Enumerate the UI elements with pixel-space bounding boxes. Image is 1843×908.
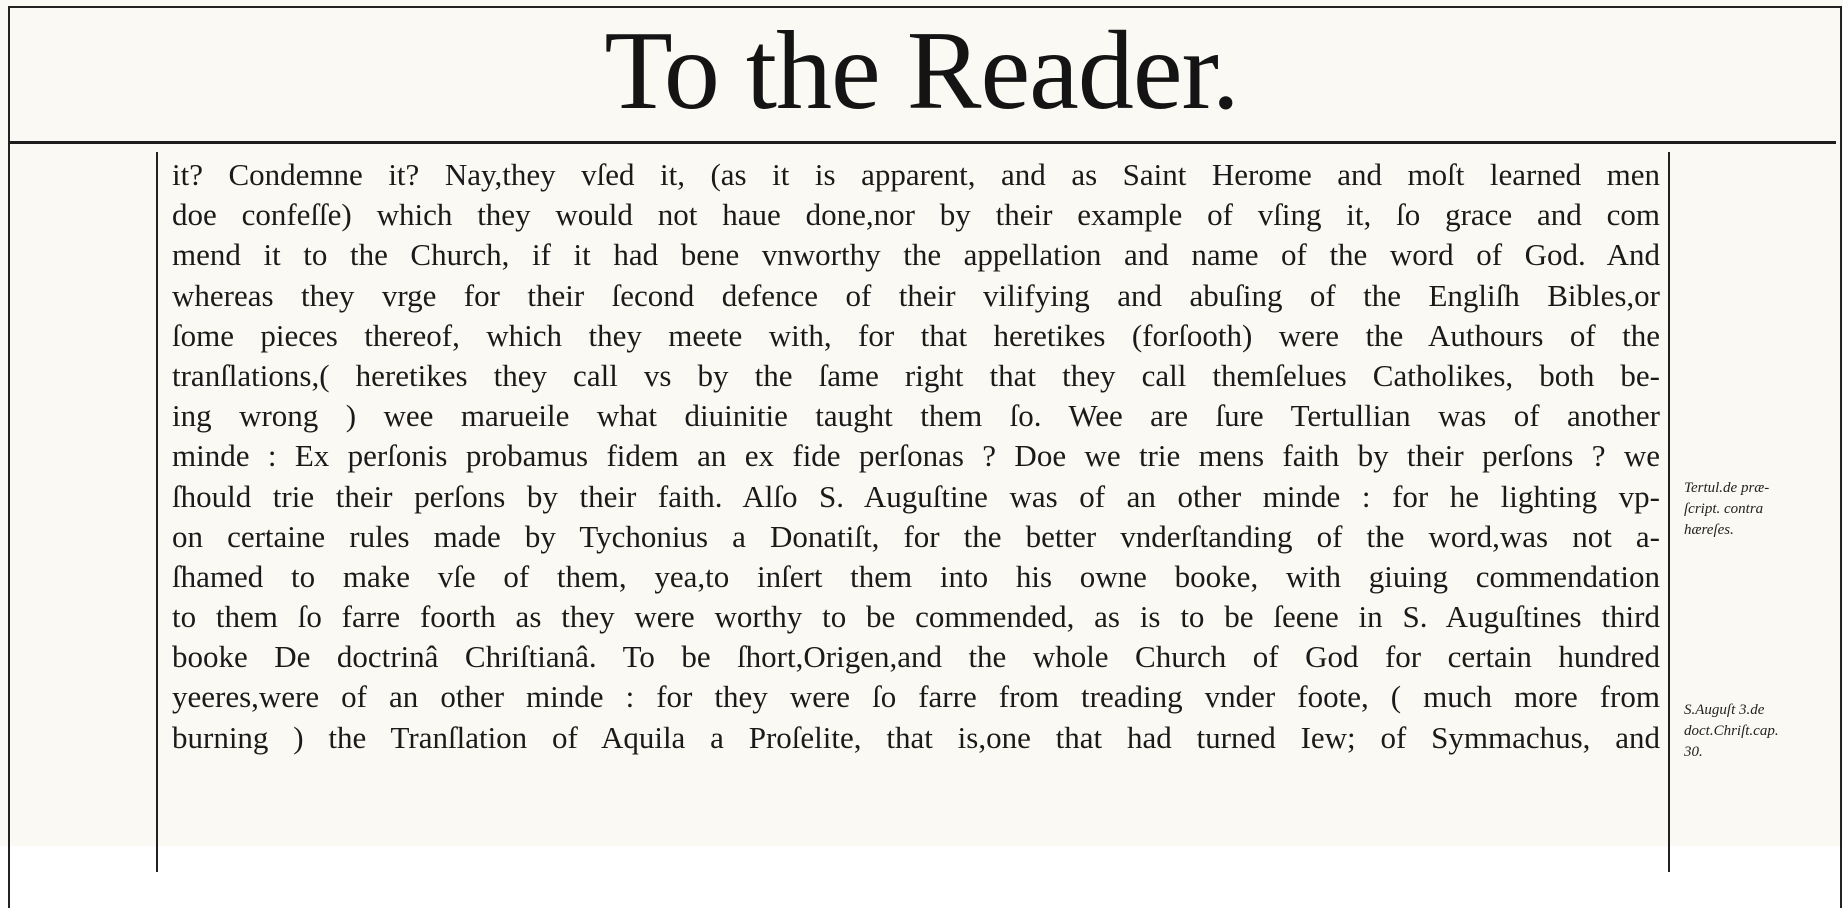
page-title: To the Reader. [604, 9, 1239, 133]
text-line: tranſlations,( heretikes they call vs by the ſame right that they call themſelues Catholikes, both be- [172, 357, 1660, 393]
margin-note-tertullian: Tertul.de præ- ſcript. contra hæreſes. [1684, 480, 1770, 538]
text-line: burning ) the Tranſlation of Aquila a Proſelite, that is,one that had turned Iew; of Symmachus, and [172, 719, 1660, 755]
text-line: ſome pieces thereof, which they meete with, for that heretikes (forſooth) were the Authours of the [172, 317, 1660, 353]
text-line: doe confeſſe) which they would not haue done,nor by their example of vſing it, ſo grace and com [172, 197, 1660, 233]
text-line: mend it to the Church, if it had bene vnworthy the appellation and name of the word of God. And [172, 237, 1660, 273]
margin-notes [1684, 478, 1834, 555]
text-line: ſhould trie their perſons by their faith. Alſo S. Auguſtine was of an other minde : for he lighting vp- [172, 478, 1660, 514]
text-line: booke De doctrinâ Chriſtianâ. To be ſhort,Origen,and the whole Church of God for certain hundred [172, 639, 1660, 675]
margin-note-augustine: S.Auguſt 3.de doct.Chriſt.cap. 30. [1684, 702, 1779, 760]
text-line: on certaine rules made by Tychonius a Donatiſt, for the better vnderſtanding of the word,was not a- [172, 518, 1660, 554]
body-text [172, 155, 1660, 758]
text-line: to them ſo farre foorth as they were worthy to be commended, as is to be ſeene in S. Auguſtines third [172, 599, 1660, 635]
title-rule [10, 141, 1836, 144]
margin-notes-lower [1684, 700, 1834, 777]
text-line: minde : Ex perſonis probamus fidem an ex fide perſonas ? Doe we trie mens faith by their perſons ? we [172, 438, 1660, 474]
text-line: ing wrong ) wee marueile what diuinitie taught them ſo. Wee are ſure Tertullian was of another [172, 398, 1660, 434]
text-line: yeeres,were of an other minde : for they were ſo farre from treading vnder foote, ( much more from [172, 679, 1660, 715]
text-line: it? Condemne it? Nay,they vſed it, (as it is apparent, and as Saint Herome and moſt learned men [172, 157, 1660, 192]
text-line: whereas they vrge for their ſecond defence of their vilifying and abuſing of the Engliſh Bibles,or [172, 277, 1660, 313]
text-line: ſhamed to make vſe of them, yea,to inſert them into his owne booke, with giuing commendation [172, 558, 1660, 594]
